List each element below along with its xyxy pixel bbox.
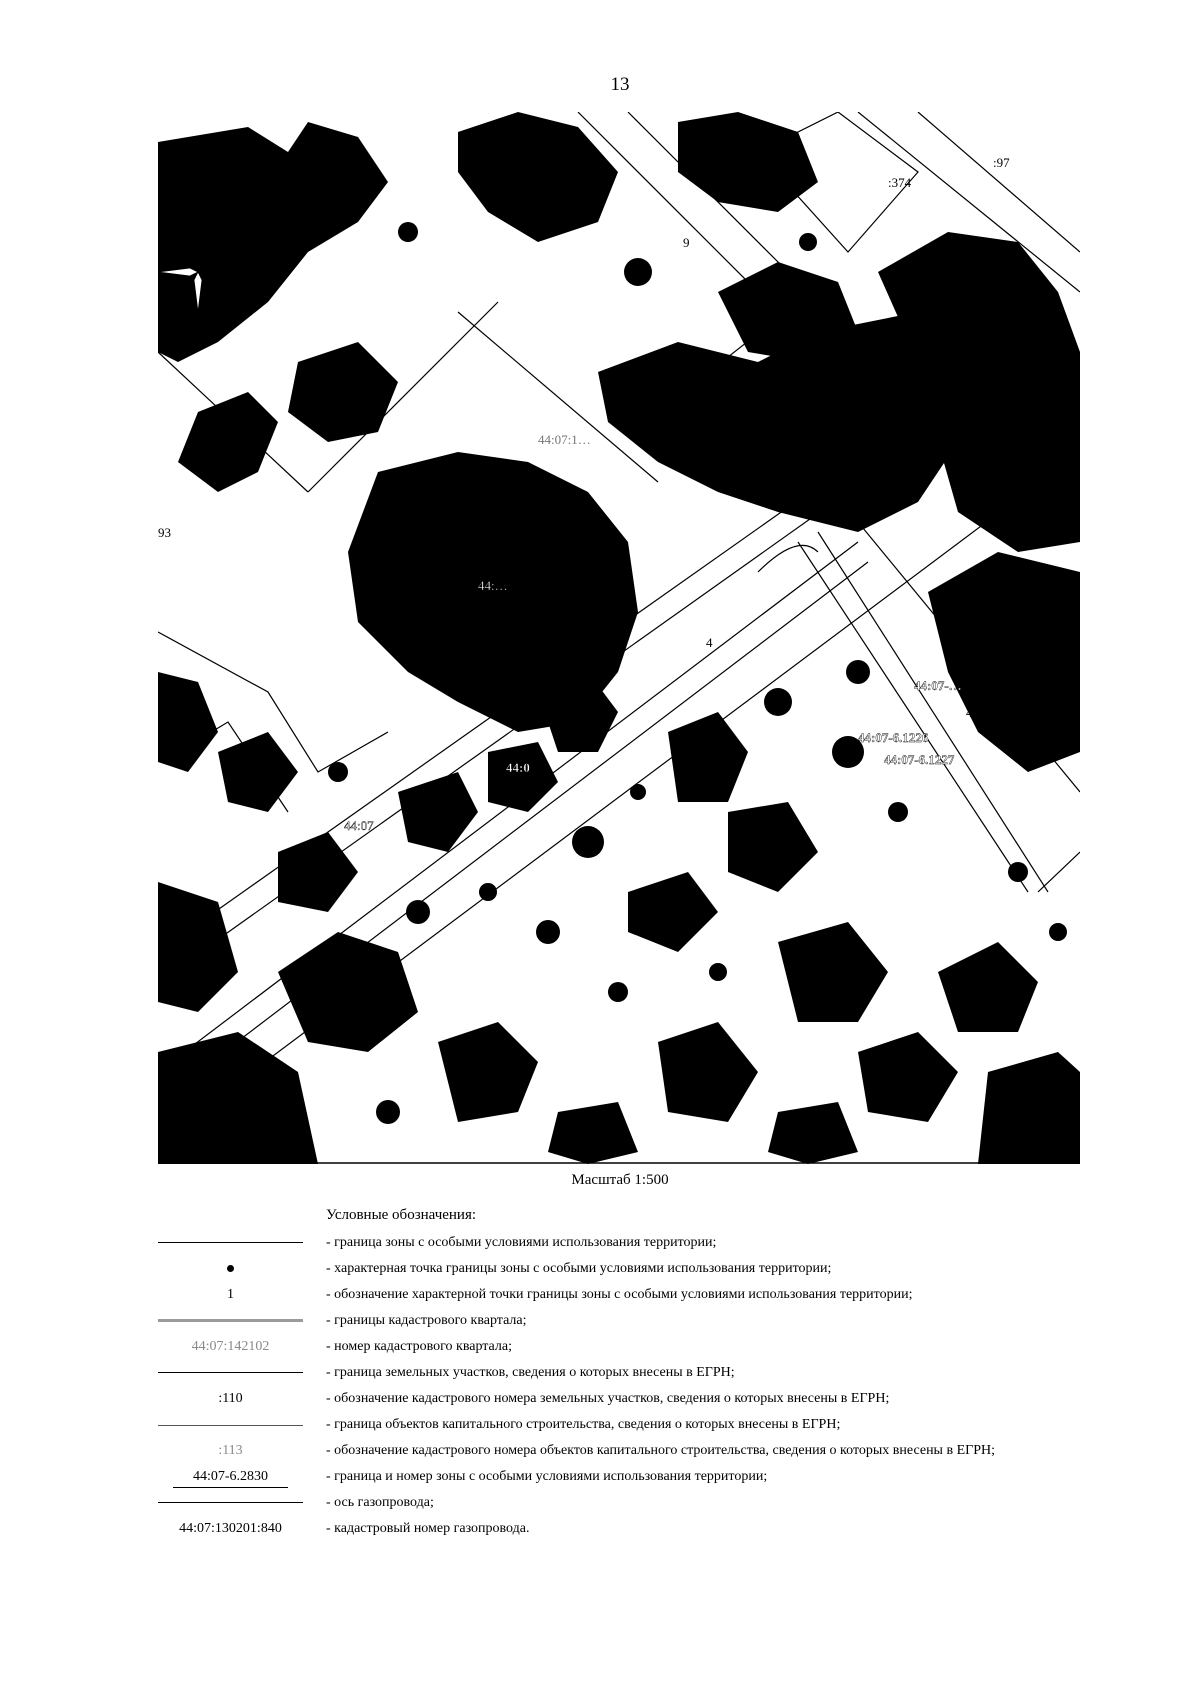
legend-symbol-gas-line (158, 1490, 303, 1516)
label-44-07: 44:07 (344, 818, 374, 833)
label-44-0: 44:0 (506, 760, 530, 775)
page-number: 13 (610, 74, 630, 95)
legend-row-gas-number: 44:07:130201:840 - кадастровый номер газопровода. (0, 1516, 1200, 1542)
cadastral-map (158, 112, 1080, 1164)
legend-row-building-number: :113 - обозначение кадастрового номера объектов капитального строительства, сведения о которых внесены в ЕГРН; (0, 1438, 1200, 1464)
legend-symbol-dot-icon (158, 1256, 303, 1282)
label-parcel-9: 9 (683, 235, 690, 250)
legend-row-quarter-number: 44:07:142102 - номер кадастрового квартала; (0, 1334, 1200, 1360)
legend-symbol-parcel-number: :110 (218, 1391, 243, 1406)
label-parcel-374: :374 (888, 175, 912, 190)
legend-symbol-black-line (158, 1230, 303, 1256)
label-quarter-2: 44:… (478, 578, 508, 593)
legend-symbol-building-number: :113 (218, 1443, 243, 1458)
label-point-4: 4 (706, 635, 713, 650)
label-number-93: 93 (158, 525, 171, 540)
legend-row-zone-number: 44:07-6.2830 - граница и номер зоны с особыми условиями использования территории; (0, 1464, 1200, 1490)
legend-title: Условные обозначения: (326, 1207, 477, 1223)
legend-symbol-zone-number: 44:07-6.2830 (158, 1464, 303, 1490)
label-zone-1226: 44:07-6.1226 (858, 730, 929, 745)
legend-symbol-building-line (158, 1412, 303, 1438)
legend-symbol-parcel-line (158, 1360, 303, 1386)
vegetation-layer (158, 112, 1080, 1164)
legend-row-building-boundary: - граница объектов капитального строительства, сведения о которых внесены в ЕГРН; (0, 1412, 1200, 1438)
label-parcel-97: :97 (993, 155, 1010, 170)
legend-row-parcel-boundary: - граница земельных участков, сведения о которых внесены в ЕГРН; (0, 1360, 1200, 1386)
legend-row-quarter-boundary: - границы кадастрового квартала; (0, 1308, 1200, 1334)
legend-row-gas-axis: - ось газопровода; (0, 1490, 1200, 1516)
legend-row-parcel-number: :110 - обозначение кадастрового номера земельных участков, сведения о которых внесены в ЕГРН; (0, 1386, 1200, 1412)
label-zone-1227: 44:07-6.1227 (884, 752, 955, 767)
legend-symbol-quarter-number: 44:07:142102 (191, 1339, 270, 1354)
legend-row-point-label: 1 - обозначение характерной точки границы зоны с особыми условиями использования территории; (0, 1282, 1200, 1308)
legend-row-zone-boundary: - граница зоны с особыми условиями использования территории; (0, 1230, 1200, 1256)
legend-row-zone-point: - характерная точка границы зоны с особыми условиями использования территории; (0, 1256, 1200, 1282)
label-zone-partial: 44:07-… (914, 678, 962, 693)
label-quarter-1: 44:07:1… (538, 432, 591, 447)
legend-symbol-gas-number: 44:07:130201:840 (179, 1521, 282, 1536)
label-number-4: 4 (966, 705, 973, 720)
legend-symbol-point-number: 1 (227, 1287, 234, 1302)
legend-symbol-gray-line (158, 1308, 303, 1334)
scale-label: Масштаб 1:500 (571, 1172, 669, 1188)
